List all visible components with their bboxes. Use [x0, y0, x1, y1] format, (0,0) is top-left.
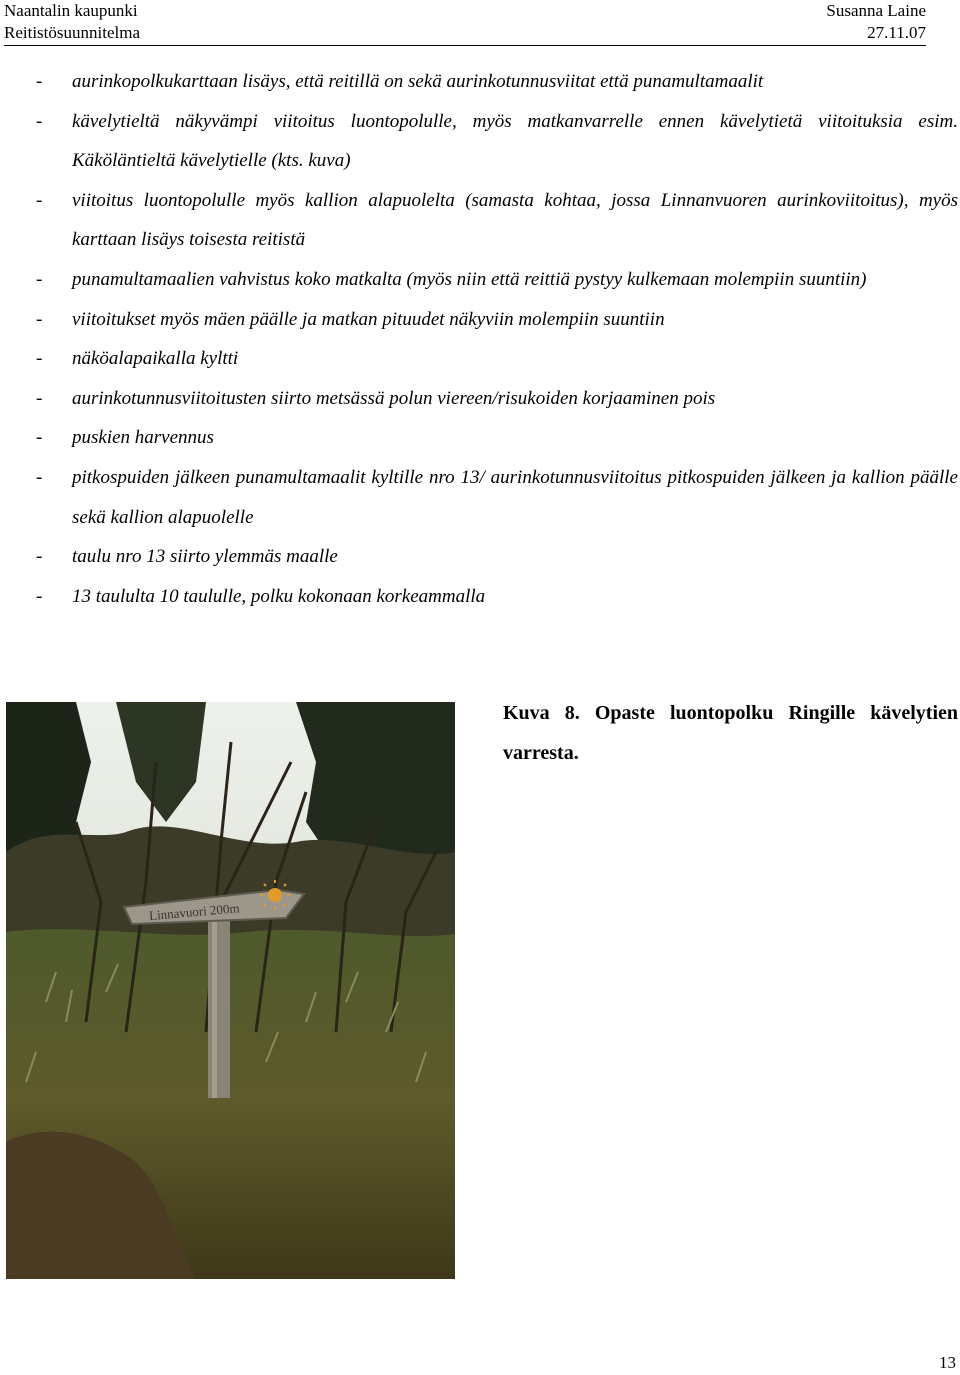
photo-illustration: [6, 702, 455, 1279]
page-number: 13: [939, 1353, 956, 1372]
header-date: 27.11.07: [867, 23, 926, 42]
list-item: [36, 379, 958, 419]
header-right: [826, 0, 926, 44]
figure-caption: Kuva 8. Opaste luontopolku Ringille kävelytien varresta.: [503, 702, 958, 764]
sign-text: Linnavuori 200m: [148, 900, 241, 924]
bullet-dash: -: [36, 387, 43, 409]
header-author: Susanna Laine: [826, 1, 926, 20]
list-item-text: aurinkopolkukarttaan lisäys, että reitillä on sekä aurinkotunnusviitat että punamultamaalit: [72, 71, 764, 92]
list-item: [36, 260, 958, 300]
list-item: [36, 537, 958, 577]
bullet-dash: -: [36, 585, 43, 607]
list-item: [36, 62, 958, 102]
list-item: [36, 418, 958, 458]
header-doc-title: Reitistösuunnitelma: [4, 23, 140, 42]
list-item-text: viitoitus luontopolulle myös kallion alapuolelta (samasta kohtaa, jossa Linnanvuoren aurinkoviitoitus), myös karttaan lisäys toisesta reitistä: [72, 189, 958, 251]
list-item-text: kävelytieltä näkyvämpi viitoitus luontopolulle, myös matkanvarrelle ennen kävelytietä viitoituksia esim. Käköläntieltä kävelytielle (kts. kuva): [72, 110, 958, 172]
header-left: [4, 0, 140, 44]
bullet-dash: -: [36, 546, 43, 568]
list-item: [36, 577, 958, 617]
photo-trail-sign: [6, 702, 455, 1279]
bullet-dash: -: [36, 348, 43, 370]
bullet-list: [36, 62, 958, 616]
bullet-dash: -: [36, 427, 43, 449]
bullet-dash: -: [36, 268, 43, 290]
header-divider: [4, 45, 926, 46]
list-item-text: näköalapaikalla kyltti: [72, 348, 239, 370]
bullet-dash: -: [36, 466, 43, 488]
list-item-text: taulu nro 13 siirto ylemmäs maalle: [72, 546, 338, 568]
list-item-text: viitoitukset myös mäen päälle ja matkan pituudet näkyviin molempiin suuntiin: [72, 308, 665, 330]
page-header: [4, 0, 926, 44]
list-item-text: pitkospuiden jälkeen punamultamaalit kyltille nro 13/ aurinkotunnusviitoitus pitkospuiden jälkeen ja kallion päälle sekä kallion alapuolelle: [72, 466, 958, 528]
bullet-dash: -: [36, 308, 43, 330]
list-item-text: aurinkotunnusviitoitusten siirto metsässä polun viereen/risukoiden korjaaminen pois: [72, 387, 716, 409]
list-item-text: puskien harvennus: [72, 427, 214, 449]
bullet-dash: -: [36, 71, 43, 92]
bullet-dash: -: [36, 189, 43, 211]
list-item: [36, 339, 958, 379]
bullet-dash: -: [36, 110, 43, 132]
list-item: [36, 458, 958, 537]
list-item: [36, 102, 958, 181]
list-item-text: punamultamaalien vahvistus koko matkalta (myös niin että reittiä pystyy kulkemaan molempiin suuntiin): [72, 268, 867, 290]
list-item-text: 13 taululta 10 taululle, polku kokonaan korkeammalla: [72, 585, 486, 607]
list-item: [36, 181, 958, 260]
list-item: [36, 300, 958, 340]
sign-post: [208, 902, 230, 1098]
header-org: Naantalin kaupunki: [4, 1, 138, 20]
